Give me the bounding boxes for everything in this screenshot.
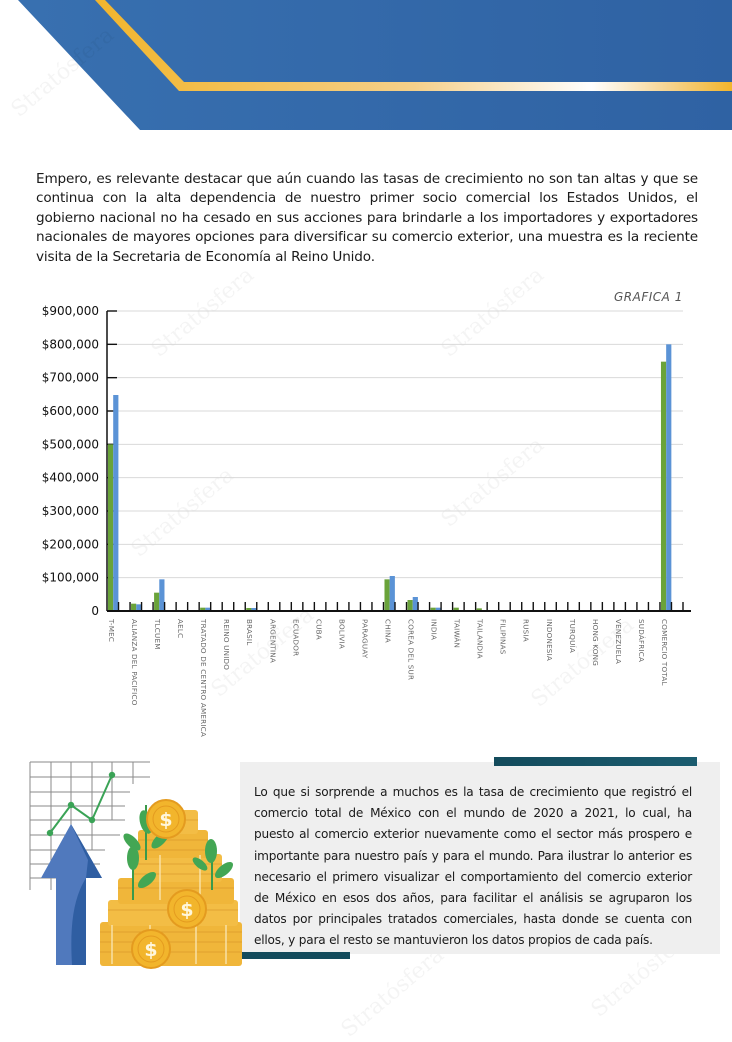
x-tick-label: PARAGUAY	[360, 619, 370, 659]
x-tick-label: ALIANZA DEL PACIFICO	[130, 619, 140, 706]
svg-text:$: $	[180, 899, 194, 921]
bar-blue	[390, 576, 395, 611]
y-tick-label: $400,000	[41, 470, 99, 485]
growth-paragraph: Lo que si sorprende a muchos es la tasa de crecimiento que registró el comercio total de México con el mundo de 2020 a 2021, lo cual, ha puesto al comercio exterior nuevamente como el sector más prospero e importante para nuestro país y para el mundo. Para ilustrar lo anterior es necesario el primero visualizar el comportamiento del comercio exterior de México en esos dos años, para facilitar el análisis se agruparon los datos por principales tratados comerciales, hasta donde se cuenta con ellos, y para el resto se mantuvieron los datos propios de cada país.	[254, 785, 692, 948]
header-blue-shape	[18, 0, 732, 130]
up-arrow-icon	[41, 824, 102, 965]
bar-blue	[113, 395, 118, 611]
bar-green	[108, 444, 113, 611]
y-tick-label: $700,000	[41, 370, 99, 385]
svg-text:$: $	[144, 939, 158, 961]
y-tick-label: $600,000	[41, 404, 99, 418]
x-tick-label: INDONESIA	[544, 619, 554, 662]
bar-green	[131, 604, 136, 611]
bar-green	[384, 579, 389, 611]
x-tick-label: TRATADO DE CENTRO AMERICA	[199, 619, 209, 738]
chart-title: GRAFICA 1	[614, 290, 683, 304]
bar-green	[154, 593, 159, 611]
x-tick-label: REINO UNIDO	[222, 619, 232, 671]
dollar-coin-icon	[132, 930, 170, 968]
bar-green	[661, 362, 666, 611]
x-tick-label: BRASIL	[245, 619, 255, 646]
x-tick-label: ARGENTINA	[268, 619, 278, 664]
x-tick-label: ECUADOR	[291, 619, 301, 657]
panel-accent-bar-top	[494, 757, 697, 766]
x-tick-label: AELC	[176, 619, 186, 639]
x-tick-label: TURQUÍA	[567, 619, 577, 653]
y-tick-label: $500,000	[41, 437, 99, 452]
dollar-coin-icon	[168, 890, 206, 928]
x-tick-label: RUSIA	[521, 619, 531, 642]
y-axis-ticks	[42, 304, 117, 618]
intro-paragraph: Empero, es relevante destacar que aún cuando las tasas de crecimiento no son tan altas y que se continua con la alta dependencia de nuestro primer socio comercial los Estados Unidos, el gobierno nacional no ha cesado en sus acciones para brindarle a los importadores y exportadores nacionales de mayores opciones para diversificar su comercio exterior, una muestra es la reciente visita de la Secretaria de Economía al Reino Unido.	[36, 171, 698, 265]
watermark	[337, 943, 449, 1042]
x-tick-label: HONG KONG	[590, 619, 600, 667]
x-tick-label: COMERCIO TOTAL	[659, 619, 669, 686]
x-tick-label: CUBA	[314, 619, 324, 640]
y-tick-label: $900,000	[41, 304, 99, 318]
x-tick-label: TLCUEM	[153, 619, 163, 650]
x-tick-label: COREA DEL SUR	[406, 619, 416, 681]
bar-chart	[0, 295, 732, 755]
y-tick-label: $200,000	[41, 537, 99, 552]
y-tick-label: 0	[91, 604, 99, 618]
header-banner	[0, 0, 732, 131]
dollar-coin-icon	[147, 800, 185, 838]
trend-line-icon	[50, 775, 112, 833]
bar-green	[408, 600, 413, 611]
y-tick-label: $100,000	[41, 570, 99, 585]
x-tick-label: INDIA	[429, 619, 439, 641]
grid-lines	[107, 311, 683, 578]
x-axis-ticks	[107, 602, 683, 737]
x-tick-label: TAIWÁN	[452, 619, 462, 649]
svg-text:$: $	[159, 809, 173, 831]
bar-blue	[666, 344, 671, 611]
x-tick-label: FILIPINAS	[498, 619, 508, 655]
bar-blue	[413, 597, 418, 611]
bar-blue	[159, 579, 164, 611]
growth-coins-illustration	[0, 750, 260, 980]
axes	[107, 311, 691, 611]
x-tick-label: BOLIVIA	[337, 619, 347, 649]
x-tick-label: CHINA	[383, 619, 393, 643]
x-tick-label: TAILANDIA	[475, 619, 485, 659]
y-tick-label: $300,000	[41, 504, 99, 518]
x-tick-label: SUDÁFRICA	[636, 619, 646, 663]
x-tick-label: VENEZUELA	[613, 619, 623, 664]
y-tick-label: $800,000	[41, 337, 99, 352]
x-tick-label: T-MEC	[107, 619, 116, 643]
